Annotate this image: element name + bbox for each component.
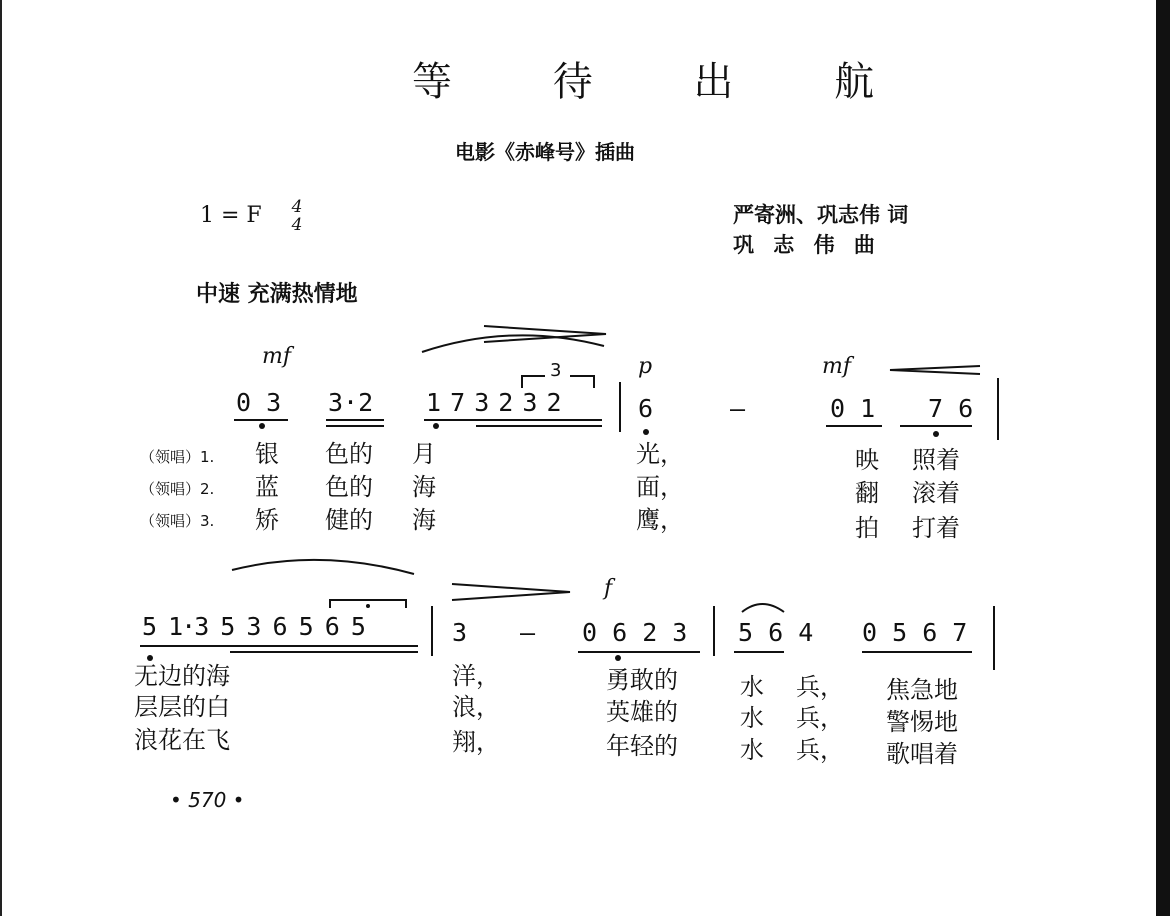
- lyric-4-1: 无边的海: [134, 662, 230, 690]
- lyric-6-5: 兵，: [796, 736, 844, 764]
- note-group-5: 0 1: [830, 394, 876, 423]
- lyric-1-3: 月: [412, 440, 436, 468]
- time-sig-top: 4: [291, 197, 303, 217]
- lyric-6-4: 水: [740, 736, 764, 764]
- lyric-3-2: 健的: [325, 506, 373, 534]
- lyric-3-5: 拍: [855, 514, 879, 542]
- note-group-3: 1 7 3 2 3 2: [426, 388, 559, 417]
- triplet-number: 3: [550, 360, 562, 381]
- lyric-1-5: 映: [855, 446, 879, 474]
- note-group-10: 5 6 4: [738, 618, 814, 647]
- time-sig-bottom: 4: [291, 215, 303, 235]
- lyric-2-2: 色的: [325, 473, 373, 501]
- song-title: 等 待 出 航: [412, 59, 919, 105]
- lyric-1-1: 银: [255, 440, 279, 468]
- dynamic-mf-1: mf: [262, 344, 292, 369]
- lyric-6-6: 歌唱着: [886, 740, 958, 768]
- note-group-8: 3: [452, 618, 468, 647]
- lyric-3-4: 鹰，: [636, 506, 684, 534]
- lyric-5-4: 水: [740, 704, 764, 732]
- key-signature: 1 = F: [200, 203, 262, 228]
- dynamic-p: p: [638, 354, 653, 379]
- note-group-7: 5 1·3 5 3 6 5 6 5: [142, 612, 364, 641]
- lyric-2-6: 滚着: [912, 479, 960, 507]
- lyric-5-3: 英雄的: [606, 698, 678, 726]
- note-group-6: 7 6: [928, 394, 974, 423]
- lyric-5-6: 警惕地: [886, 708, 958, 736]
- note-group-9: 0 6 2 3: [582, 618, 688, 647]
- lyric-1-4: 光，: [636, 440, 684, 468]
- lyric-4-5: 兵，: [796, 673, 844, 701]
- composer-credit: 巩 志 伟 曲: [733, 233, 881, 257]
- lead-label-3: （领唱）3.: [140, 512, 215, 530]
- lyric-3-1: 矫: [255, 506, 279, 534]
- note-group-11: 0 5 6 7: [862, 618, 968, 647]
- lyric-5-5: 兵，: [796, 704, 844, 732]
- lyric-2-1: 蓝: [255, 473, 279, 501]
- lyric-5-2: 浪，: [452, 693, 500, 721]
- lyric-4-3: 勇敢的: [606, 666, 678, 694]
- lyric-4-2: 洋，: [452, 662, 500, 690]
- lead-label-2: （领唱）2.: [140, 480, 215, 498]
- lyric-6-3: 年轻的: [606, 732, 678, 760]
- lyric-1-6: 照着: [912, 446, 960, 474]
- lyric-2-4: 面，: [636, 473, 684, 501]
- note-group-2: 3·2: [328, 388, 374, 417]
- page-number: • 570 •: [170, 788, 245, 812]
- lyric-2-5: 翻: [855, 479, 879, 507]
- dynamic-f: f: [604, 576, 613, 601]
- lyric-5-1: 层层的白: [134, 693, 230, 721]
- lyric-3-6: 打着: [912, 514, 960, 542]
- tempo-marking: 中速 充满热情地: [196, 282, 358, 307]
- lyric-2-3: 海: [412, 473, 436, 501]
- lyric-1-2: 色的: [325, 440, 373, 468]
- dynamic-mf-2: mf: [822, 354, 852, 379]
- lyric-4-4: 水: [740, 673, 764, 701]
- lead-label-1: （领唱）1.: [140, 448, 215, 466]
- note-dash-1: —: [730, 394, 746, 423]
- song-subtitle: 电影《赤峰号》插曲: [455, 140, 635, 164]
- lyric-4-6: 焦急地: [886, 676, 958, 704]
- lyric-6-2: 翔，: [452, 728, 500, 756]
- lyric-3-3: 海: [412, 506, 436, 534]
- lyric-6-1: 浪花在飞: [134, 726, 230, 754]
- note-group-4: 6: [638, 394, 654, 423]
- note-dash-2: —: [520, 618, 536, 647]
- note-group-1: 0 3: [236, 388, 282, 417]
- lyricist-credit: 严寄洲、巩志伟 词: [733, 203, 909, 227]
